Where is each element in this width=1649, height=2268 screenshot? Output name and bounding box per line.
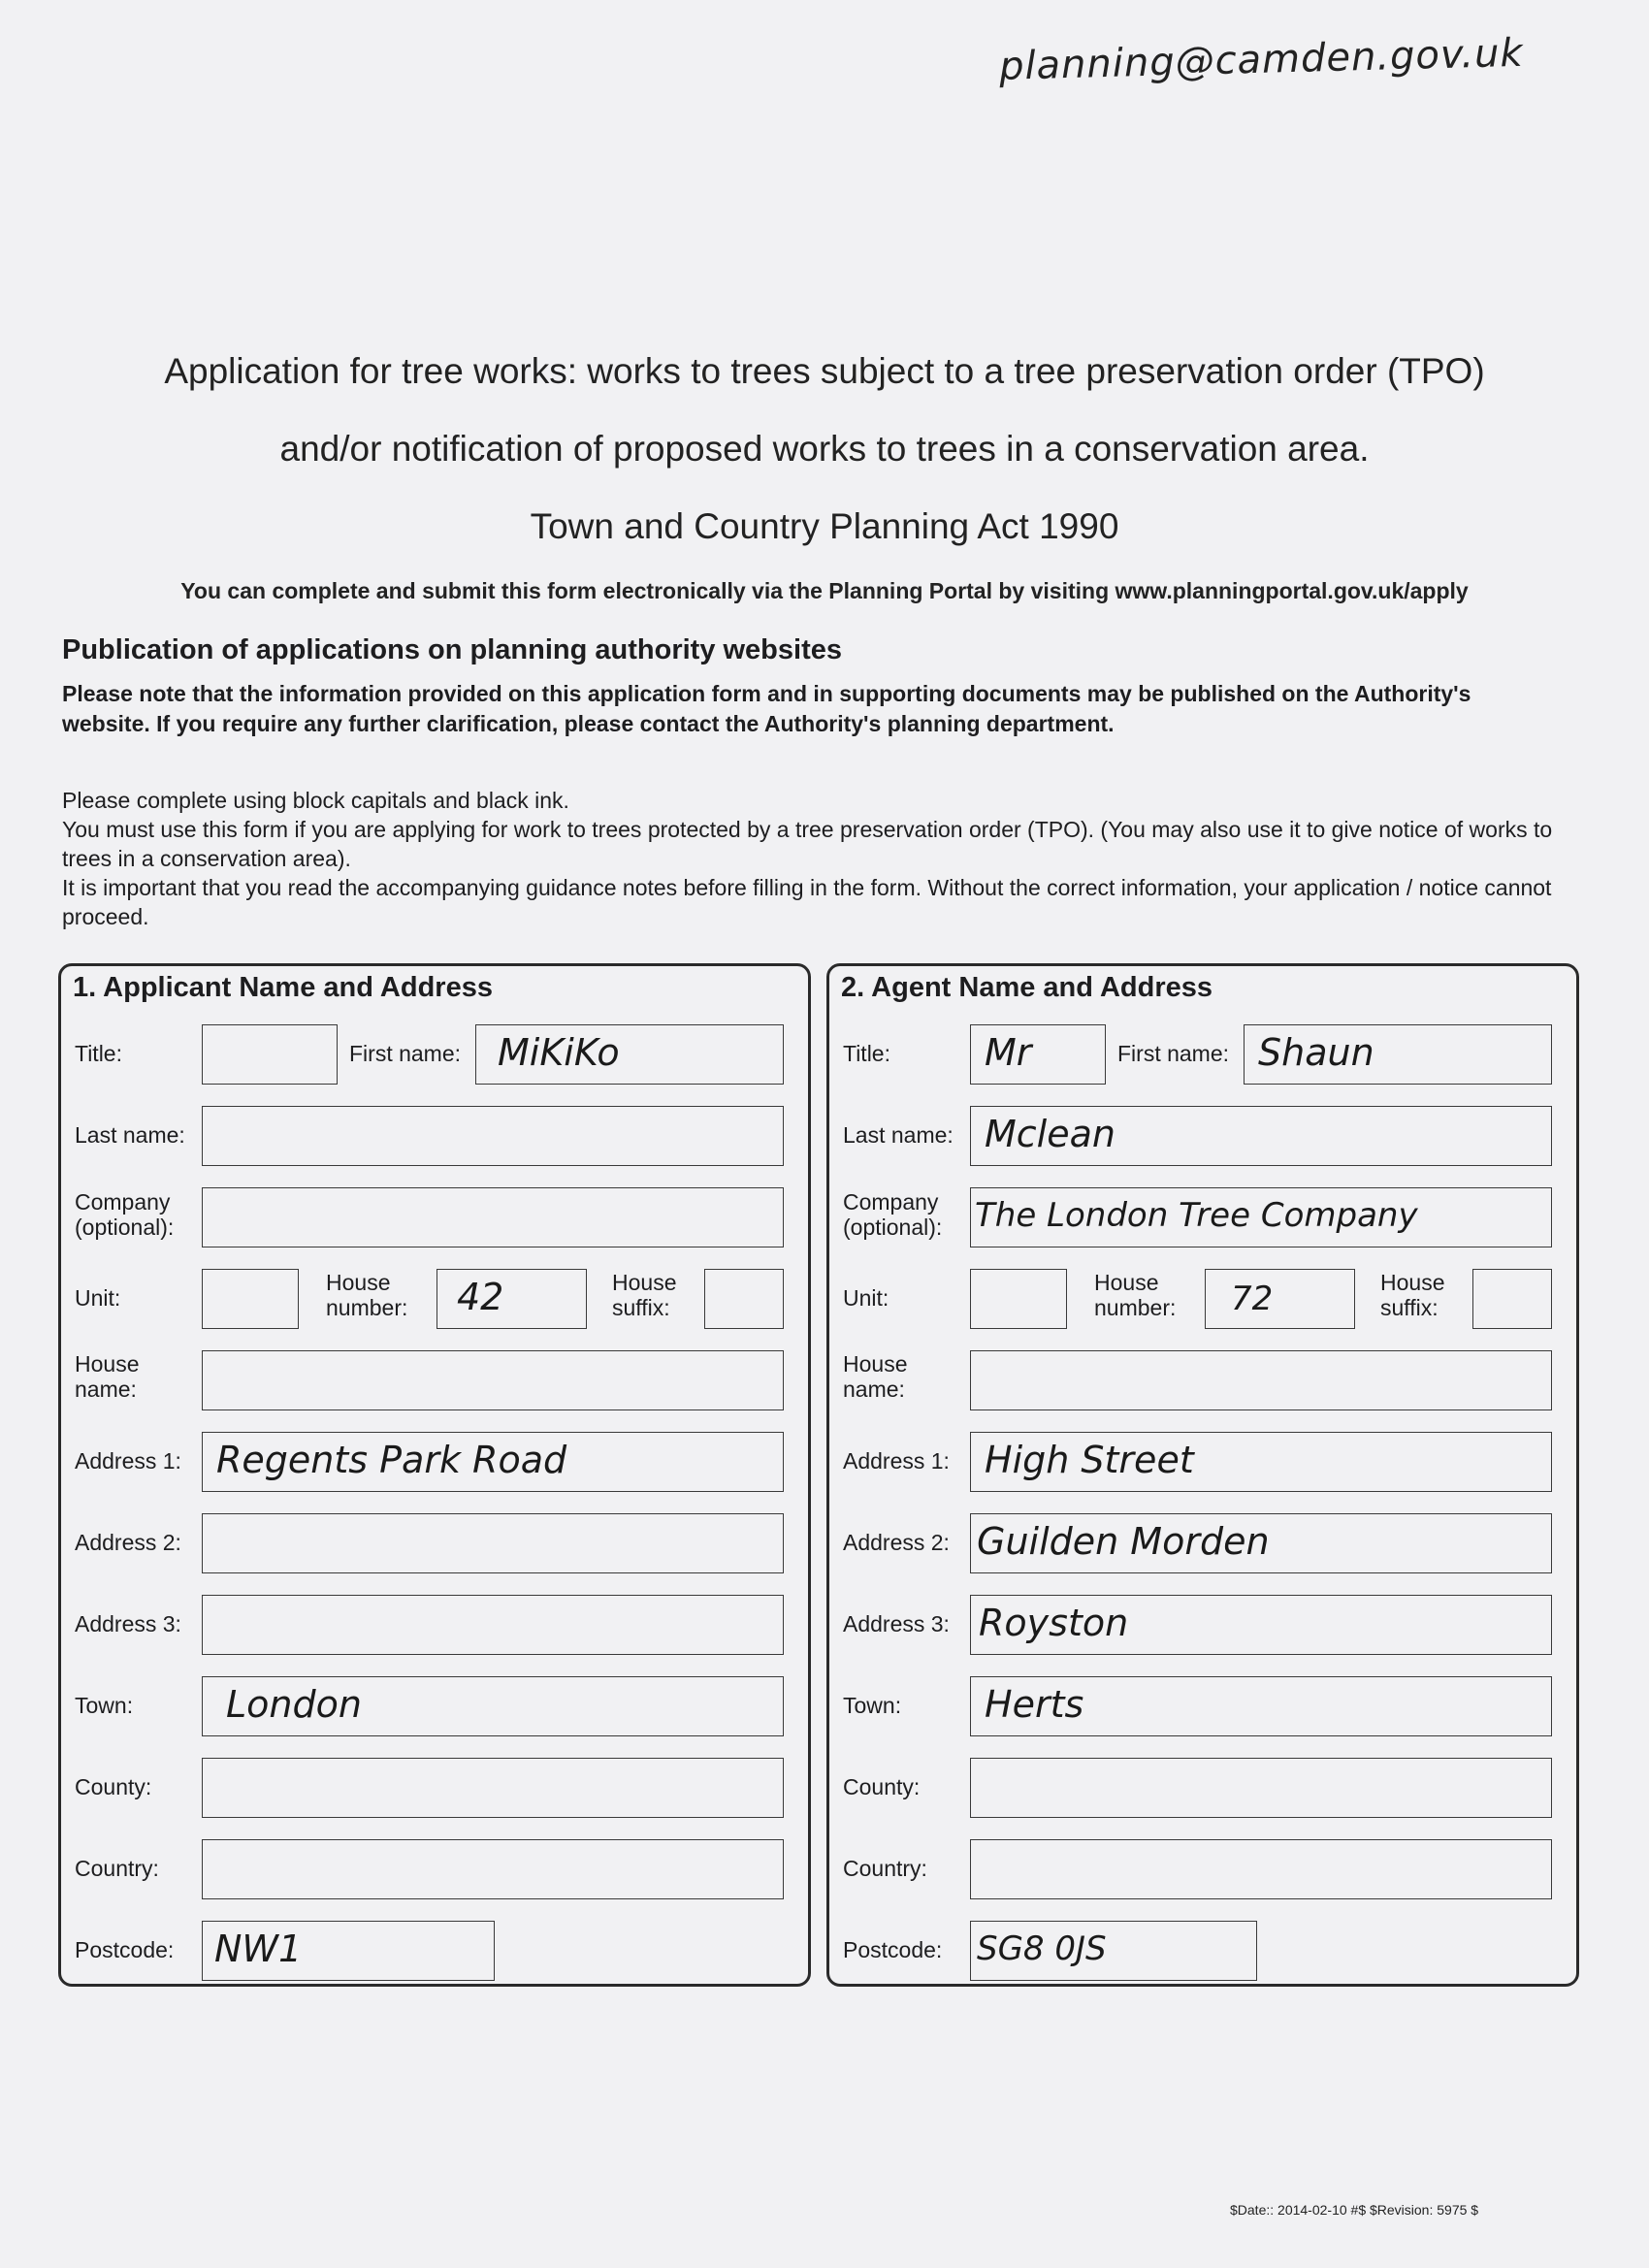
agent-country-label: Country: xyxy=(843,1856,927,1881)
applicant-country-label: Country: xyxy=(75,1856,159,1881)
instructions xyxy=(62,786,1595,931)
agent-section xyxy=(826,963,1579,1987)
agent-house-suffix-field[interactable] xyxy=(1472,1269,1552,1329)
agent-title-value: Mr xyxy=(985,1031,1032,1074)
applicant-first-name-label: First name: xyxy=(349,1041,462,1066)
agent-first-name-value: Shaun xyxy=(1258,1031,1374,1074)
agent-address3-value: Royston xyxy=(979,1602,1129,1644)
applicant-house-suffix-label-2: suffix: xyxy=(612,1295,670,1320)
agent-house-number-field[interactable] xyxy=(1205,1269,1355,1329)
applicant-house-suffix-field[interactable] xyxy=(704,1269,784,1329)
handwritten-email: planning@camden.gov.uk xyxy=(998,30,1525,89)
agent-postcode-field[interactable] xyxy=(970,1921,1257,1981)
agent-address2-label: Address 2: xyxy=(843,1530,950,1555)
agent-town-value: Herts xyxy=(985,1683,1084,1726)
applicant-house-name-field[interactable] xyxy=(202,1350,784,1410)
agent-house-suffix-label-2: suffix: xyxy=(1380,1295,1439,1320)
agent-address3-field[interactable] xyxy=(970,1595,1552,1655)
agent-last-name-value: Mclean xyxy=(985,1113,1116,1155)
agent-unit-label: Unit: xyxy=(843,1285,889,1311)
agent-house-name-label-2: name: xyxy=(843,1377,905,1402)
agent-address1-field[interactable] xyxy=(970,1432,1552,1492)
applicant-postcode-label: Postcode: xyxy=(75,1937,175,1962)
agent-last-name-field[interactable] xyxy=(970,1106,1552,1166)
agent-address2-field[interactable] xyxy=(970,1513,1552,1573)
form-title-line-3: Town and Country Planning Act 1990 xyxy=(530,506,1119,546)
applicant-town-label: Town: xyxy=(75,1693,134,1718)
form-title-line-2: and/or notification of proposed works to trees in a conservation area. xyxy=(279,429,1370,469)
agent-house-number-label-2: number: xyxy=(1094,1295,1177,1320)
agent-address2-value: Guilden Morden xyxy=(977,1520,1270,1563)
agent-company-value: The London Tree Company xyxy=(975,1196,1418,1235)
agent-country-field[interactable] xyxy=(970,1839,1552,1899)
applicant-house-suffix-label-1: House xyxy=(612,1270,677,1295)
revision-footer: $Date:: 2014-02-10 #$ $Revision: 5975 $ xyxy=(1230,2202,1479,2218)
form-title-line-1: Application for tree works: works to trees subject to a tree preservation order (TPO) xyxy=(164,351,1485,391)
applicant-company-label-2: (optional): xyxy=(75,1215,175,1240)
agent-postcode-value: SG8 0JS xyxy=(977,1929,1107,1968)
agent-heading: 2. Agent Name and Address xyxy=(841,972,1213,1003)
agent-county-label: County: xyxy=(843,1774,921,1799)
agent-house-suffix-label-1: House xyxy=(1380,1270,1445,1295)
agent-address3-label: Address 3: xyxy=(843,1611,950,1636)
applicant-county-label: County: xyxy=(75,1774,152,1799)
applicant-section xyxy=(58,963,811,1987)
applicant-town-value: London xyxy=(226,1683,362,1726)
agent-title-field[interactable] xyxy=(970,1024,1106,1085)
applicant-heading: 1. Applicant Name and Address xyxy=(73,972,493,1003)
agent-house-name-field[interactable] xyxy=(970,1350,1552,1410)
applicant-company-label-1: Company xyxy=(75,1189,171,1215)
applicant-unit-field[interactable] xyxy=(202,1269,299,1329)
agent-title-label: Title: xyxy=(843,1041,890,1066)
applicant-title-field[interactable] xyxy=(202,1024,338,1085)
agent-address1-label: Address 1: xyxy=(843,1448,950,1474)
applicant-house-number-label-1: House xyxy=(326,1270,391,1295)
agent-last-name-label: Last name: xyxy=(843,1122,954,1148)
applicant-first-name-field[interactable] xyxy=(475,1024,784,1085)
agent-company-label-2: (optional): xyxy=(843,1215,943,1240)
instruction-2: You must use this form if you are applying for work to trees protected by a tree preservation order (TPO). (You may also use it to give notice of works to trees in a conservation area). xyxy=(62,817,1553,871)
planning-portal-note: You can complete and submit this form electronically via the Planning Portal by visiting www.planningportal.gov.uk/apply xyxy=(180,578,1469,603)
agent-house-number-value: 72 xyxy=(1231,1280,1274,1318)
agent-house-name-label-1: House xyxy=(843,1351,908,1377)
applicant-house-number-value: 42 xyxy=(457,1276,504,1318)
applicant-house-name-label-2: name: xyxy=(75,1377,137,1402)
agent-house-number-label-1: House xyxy=(1094,1270,1159,1295)
publication-heading: Publication of applications on planning authority websites xyxy=(62,634,842,665)
agent-town-field[interactable] xyxy=(970,1676,1552,1736)
applicant-address1-value: Regents Park Road xyxy=(216,1439,567,1481)
applicant-address2-label: Address 2: xyxy=(75,1530,181,1555)
applicant-title-label: Title: xyxy=(75,1041,122,1066)
applicant-country-field[interactable] xyxy=(202,1839,784,1899)
applicant-postcode-field[interactable] xyxy=(202,1921,495,1981)
agent-company-field[interactable] xyxy=(970,1187,1552,1247)
publication-note: Please note that the information provided on this application form and in supporting documents may be published on the Authority's website. If you require any further clarification, please contact the Authority's planning department. xyxy=(62,681,1471,736)
applicant-last-name-label: Last name: xyxy=(75,1122,185,1148)
agent-town-label: Town: xyxy=(843,1693,902,1718)
agent-company-label-1: Company xyxy=(843,1189,939,1215)
agent-address1-value: High Street xyxy=(985,1439,1194,1481)
applicant-house-name-label-1: House xyxy=(75,1351,140,1377)
applicant-address1-field[interactable] xyxy=(202,1432,784,1492)
applicant-house-number-label-2: number: xyxy=(326,1295,408,1320)
instruction-3: It is important that you read the accompanying guidance notes before filling in the form. Without the correct information, your application / notice cannot proceed. xyxy=(62,875,1552,929)
applicant-unit-label: Unit: xyxy=(75,1285,121,1311)
applicant-first-name-value: MiKiKo xyxy=(498,1031,620,1074)
agent-postcode-label: Postcode: xyxy=(843,1937,943,1962)
applicant-house-number-field[interactable] xyxy=(436,1269,587,1329)
applicant-address3-field[interactable] xyxy=(202,1595,784,1655)
applicant-company-field[interactable] xyxy=(202,1187,784,1247)
applicant-town-field[interactable] xyxy=(202,1676,784,1736)
agent-first-name-field[interactable] xyxy=(1244,1024,1552,1085)
agent-unit-field[interactable] xyxy=(970,1269,1067,1329)
agent-first-name-label: First name: xyxy=(1117,1041,1230,1066)
applicant-last-name-field[interactable] xyxy=(202,1106,784,1166)
agent-county-field[interactable] xyxy=(970,1758,1552,1818)
applicant-address2-field[interactable] xyxy=(202,1513,784,1573)
applicant-county-field[interactable] xyxy=(202,1758,784,1818)
applicant-address1-label: Address 1: xyxy=(75,1448,181,1474)
applicant-postcode-value: NW1 xyxy=(214,1928,303,1970)
instruction-1: Please complete using block capitals and black ink. xyxy=(62,788,569,813)
applicant-address3-label: Address 3: xyxy=(75,1611,181,1636)
